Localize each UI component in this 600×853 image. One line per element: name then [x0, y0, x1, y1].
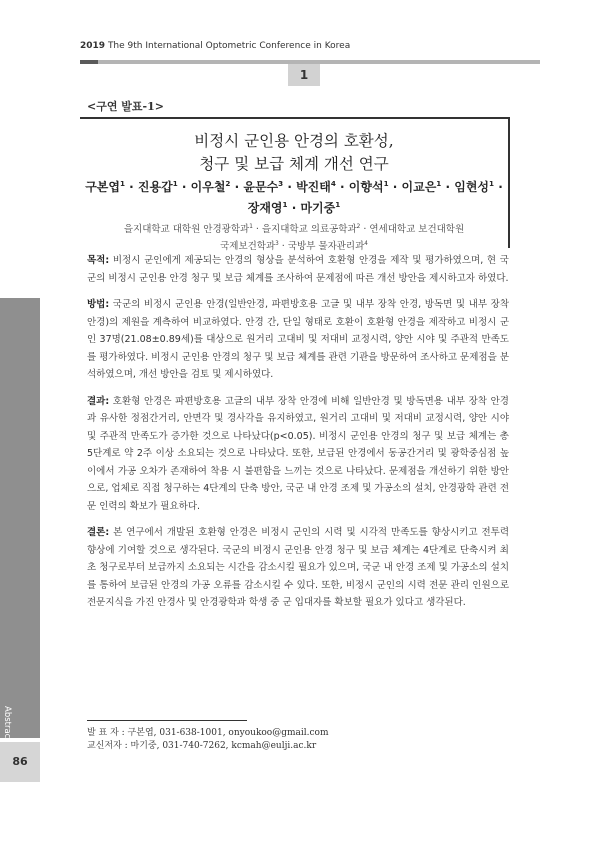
footnote-presenter: 발 표 자 : 구본엽, 031-638-1001, onyoukoo@gmail.com [87, 728, 329, 738]
page-number: 86 [0, 742, 40, 782]
running-header [80, 41, 350, 51]
header-year: 2019 [80, 41, 106, 51]
section-methods: 방법: 국군의 비정시 군인용 안경(일반안경, 파편방호용 고글 및 내부 장착 안경, 방독면 및 내부 장착 안경)의 제원을 계측하여 비교하였다. 안경 간, 단일 형태로 호환이 호환형 안경을 제작하고 비정시 군인 37명(21.08±0.89세)를 대상으로 원거리 고대비 및 저대비 교정시력, 양안 시야 및 주관적 만족도를 평가하였다. 비정시 군인용 안경의 청구 및 보급 체계를 관련 기관을 방문하여 조사하고 문제점을 분석하였으며, 개선 방안을 검토 및 제시하였다. [87, 299, 509, 380]
title-line-1: 비정시 군인용 안경의 호환성, [194, 132, 394, 150]
session-label: <구연 발표-1> [87, 100, 164, 113]
title-block [80, 117, 510, 252]
affiliation-line-2: 국제보건학과$^3$ · 국방부 물자관리과$^4$ [220, 240, 368, 252]
side-tab-label: Abstract [2, 706, 12, 742]
title-line-2: 청구 및 보급 체계 개선 연구 [199, 155, 389, 173]
affiliation-line-1: 을지대학교 대학원 안경광학과$^1$ · 을지대학교 의료공학과$^2$ · 연세대학교 보건대학원 [123, 223, 465, 235]
section-purpose: 목적: 비정시 군인에게 제공되는 안경의 형상을 분석하여 호환형 안경을 제작 및 평가하였으며, 현 국군의 비정시 군인용 안경 청구 및 보급 체계를 조사하여 문제점에 따른 개선 방안을 제시하고자 하였다. [87, 255, 509, 284]
header-conference: The 9th International Optometric Conference in Korea [107, 41, 351, 51]
abstract-body [87, 252, 509, 621]
author-list-line-1: 구본엽$^1$ · 진용갑$^1$ · 이우철$^2$ · 윤문수$^3$ · 박진태$^4$ · 이향석$^1$ · 이교은$^1$ · 임현성$^1$ · [85, 179, 503, 194]
footnote-rule [87, 720, 247, 721]
section-results: 결과: 호환형 안경은 파편방호용 고글의 내부 장착 안경에 비해 일반안경 및 방독면용 내부 장착 안경과 유사한 정점간거리, 안면각 및 경사각을 유지하였고, 원거리 고대비 및 저대비 교정시력, 양안 시야 및 주관적 만족도가 증가한 것으로 나타났다(p<0.05). 비정시 군인용 안경의 청구 및 보급 체계는 총 5단계로 약 2주 이상 소요되는 것으로 나타났다. 또한, 보급된 안경에서 동공간거리 및 광학중심점 높이에서 가공 오차가 존재하여 착용 시 불편함을 느끼는 것으로 나타났다. 문제점을 개선하기 위한 방안으로, 업체로 직접 청구하는 4단계의 단축 방안, 국군 내 안경 조제 및 가공소의 설치, 안경광학 관련 전문 인력의 확보가 필요하다. [87, 395, 509, 512]
section-number: 1 [288, 64, 320, 86]
footnote-corresponding: 교신저자 : 마기중, 031-740-7262, kcmah@eulji.ac.kr [87, 741, 317, 751]
section-conclusion: 결론: 본 연구에서 개발된 호환형 안경은 비정시 군인의 시력 및 시각적 만족도를 향상시키고 전투력 향상에 기여할 것으로 생각된다. 국군의 비정시 군인용 안경 청구 및 보급 체계는 4단계로 단축시켜 최초 청구로부터 보급까지 소요되는 시간을 감소시킬 필요가 있으며, 국군 내 안경 조제 및 가공소의 설치를 통하여 보급된 안경의 가공 오류를 감소시킬 수 있다. 또한, 비정시 군인의 시력 전문 관리 인원으로 전문지식을 가진 안경사 및 안경광학과 학생 중 군 입대자를 확보할 필요가 있다고 생각된다. [87, 527, 509, 608]
header-rule-dark [80, 60, 98, 64]
side-tab [0, 298, 40, 738]
author-list-line-2: 장재영$^1$ · 마기중$^1$ [247, 200, 341, 215]
